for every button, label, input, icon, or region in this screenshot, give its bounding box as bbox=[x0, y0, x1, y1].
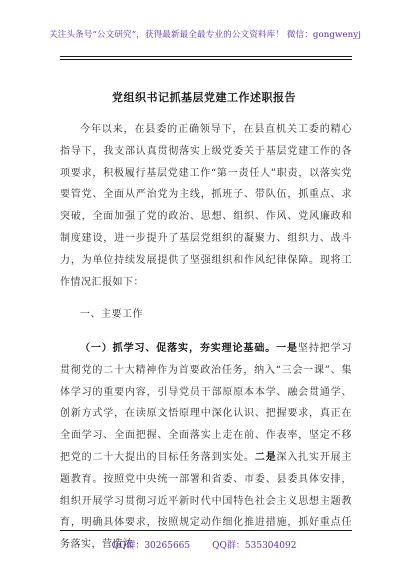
paragraph-item-1 bbox=[60, 338, 352, 556]
footer-qq-group-1: QQ群：30265665 bbox=[111, 541, 191, 551]
footer-contacts bbox=[0, 538, 408, 551]
header-divider-thin bbox=[60, 56, 352, 57]
footer-qq-group-2: QQ群：535304092 bbox=[212, 541, 297, 551]
item1-text-a: 坚持把学习贯彻党的二十大精神作为首要政治任务，纳入“三会一课”、集体学习的重要内容，引导党员干部原原本本学、融会贯通学、创新方式学，在读原文悟原理中深化认识、把握要求，真正在全面学习、全面把握、全面落实上走在前、作表率，坚定不移把党的二十大提出的目标任务落到实处。 bbox=[60, 343, 353, 463]
footer-divider bbox=[60, 530, 352, 531]
item1-lead-label: （一）抓学习、促落实，夯实理论基础。一是 bbox=[80, 343, 298, 354]
intro-paragraph: 今年以来，在县委的正确领导下，在县直机关工委的精心指导下，我支部认真贯彻落实上级党委关于基层党建工作的各项要求，积极履行基层党建工作“第一责任人”职责，以落实党要管党、全面从严治党为主线，抓班子、带队伍，抓重点、求突破，全面加强了党的政治、思想、组织、作风、党风廉政和制度建设，进一步提升了基层党组织的凝聚力、组织力、战斗力，为单位持续发展提供了坚强组织和作风纪律保障。现将工作情况汇报如下： bbox=[60, 124, 352, 288]
section-heading-main-work: 一、主要工作 bbox=[80, 309, 143, 320]
document-title: 党组织书记抓基层党建工作述职报告 bbox=[112, 91, 296, 104]
header-promo-note: 关注头条号“公文研究”，获得最新最全最专业的公文资料库！ 微信：gongwenyj bbox=[48, 30, 362, 40]
item1-lead-b-label: 二是 bbox=[254, 451, 277, 463]
item1-text-b: 深入扎实开展主题教育。按照党中央统一部署和省委、市委、县委具体安排，组织开展学习贯彻习近平新时代中国特色社会主义思想主题教育，明确具体要求，按照规定动作细化推进措施，抓好重点任务落实，营造浓 bbox=[60, 451, 353, 551]
header-divider-thick bbox=[60, 59, 352, 60]
